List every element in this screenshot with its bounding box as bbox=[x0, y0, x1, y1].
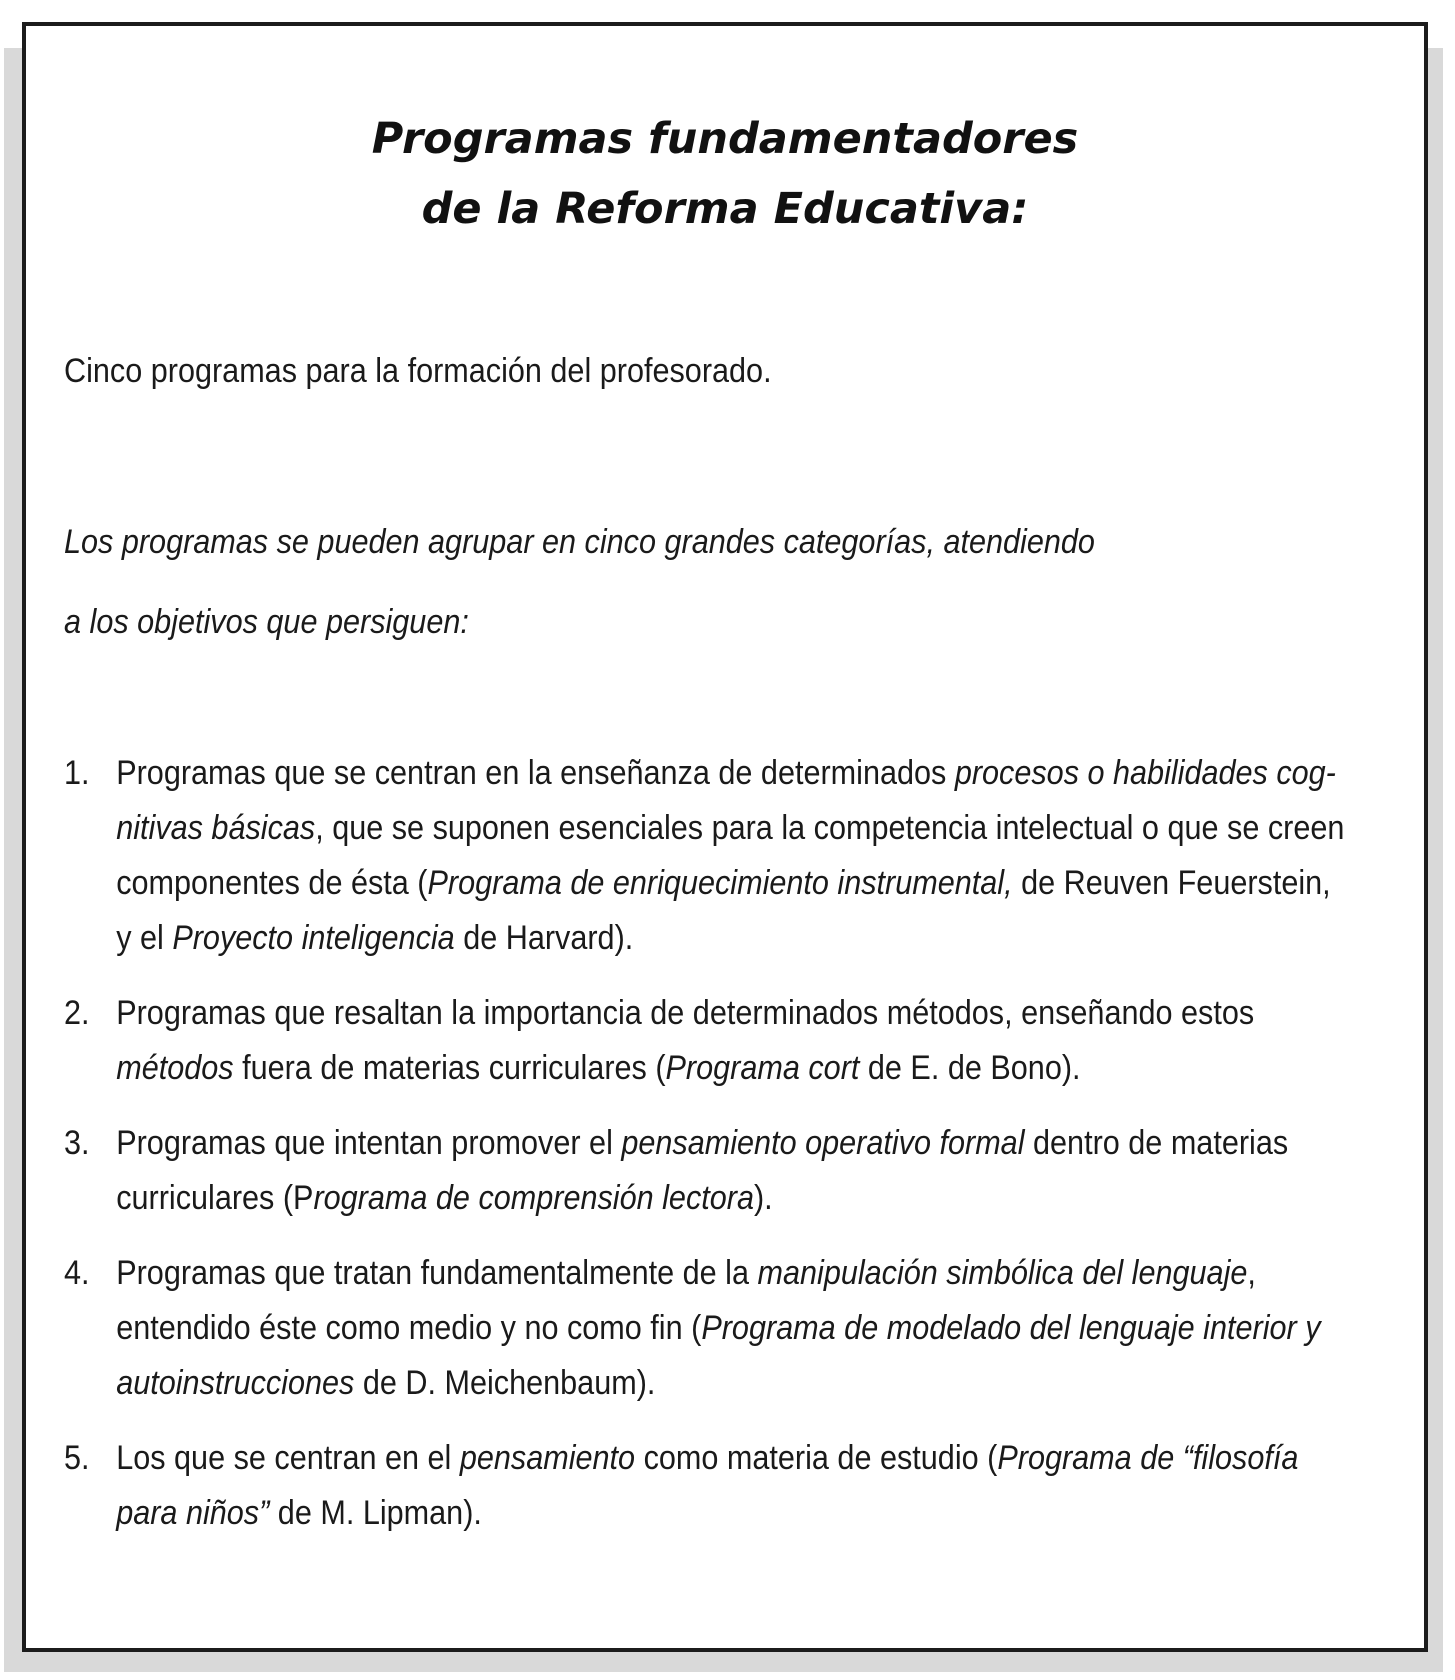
list-item bbox=[64, 1116, 1324, 1226]
italic-text: pensamiento operativo formal bbox=[621, 1124, 1025, 1162]
italic-text: autoinstrucciones bbox=[116, 1364, 355, 1402]
list-item-number: 3. bbox=[64, 1124, 90, 1162]
list-item-number: 4. bbox=[64, 1254, 90, 1292]
intro-line-2: a los objetivos que persiguen: bbox=[64, 603, 469, 641]
italic-text: Programa de “filosofía bbox=[997, 1439, 1299, 1477]
italic-text: pensamiento bbox=[459, 1439, 636, 1477]
italic-text: nitivas básicas bbox=[116, 809, 316, 847]
text-segment: fuera de materias curriculares ( bbox=[233, 1049, 666, 1087]
text-segment: Programas que se centran en la enseñanza de determinados bbox=[116, 754, 955, 792]
list-item-number: 2. bbox=[64, 994, 90, 1032]
text-segment: , bbox=[1247, 1254, 1256, 1292]
list-item-line bbox=[116, 801, 1345, 856]
intro-paragraph bbox=[64, 502, 1095, 662]
list-item-line bbox=[116, 1356, 1324, 1411]
text-segment: curriculares (P bbox=[116, 1179, 314, 1217]
list-item-line bbox=[116, 746, 1336, 801]
italic-text: para niños” bbox=[116, 1494, 270, 1532]
text-segment: de Harvard). bbox=[454, 919, 634, 957]
text-segment: Programas que tratan fundamentalmente de la bbox=[116, 1254, 758, 1292]
document-subtitle: Cinco programas para la formación del profesorado. bbox=[64, 352, 772, 390]
text-segment: de E. de Bono). bbox=[859, 1049, 1081, 1087]
title-line-2: de la Reforma Educativa: bbox=[421, 184, 1029, 234]
text-segment: Programas que resaltan la importancia de determinados métodos, enseñando estos bbox=[116, 994, 1255, 1032]
italic-text: Proyecto inteligencia bbox=[172, 919, 455, 957]
list-item-line bbox=[116, 1246, 1324, 1301]
list-item-line bbox=[116, 986, 1324, 1041]
text-segment: componentes de ésta ( bbox=[116, 864, 428, 902]
document-frame bbox=[22, 22, 1428, 1652]
text-segment: entendido éste como medio y no como fin ( bbox=[116, 1309, 702, 1347]
text-segment: de M. Lipman). bbox=[269, 1494, 482, 1532]
list-item-line bbox=[116, 1171, 1324, 1226]
italic-text: Programa de enriquecimiento instrumental, bbox=[427, 864, 1013, 902]
list-item-line bbox=[116, 1116, 1324, 1171]
italic-text: Programa de modelado del lenguaje interior y bbox=[701, 1309, 1321, 1347]
italic-text: métodos bbox=[116, 1049, 234, 1087]
text-segment: como materia de estudio ( bbox=[635, 1439, 998, 1477]
text-segment: Los que se centran en el bbox=[116, 1439, 460, 1477]
text-segment: de D. Meichenbaum). bbox=[354, 1364, 656, 1402]
italic-text: Programa cort bbox=[665, 1049, 860, 1087]
document-title bbox=[26, 104, 1424, 244]
text-segment: dentro de materias bbox=[1024, 1124, 1289, 1162]
list-item-line bbox=[116, 911, 1324, 966]
list-item-line bbox=[116, 1486, 1324, 1541]
list-item-line bbox=[116, 856, 1331, 911]
list-item-number: 5. bbox=[64, 1439, 90, 1477]
list-item bbox=[64, 746, 1345, 966]
text-segment: ). bbox=[753, 1179, 773, 1217]
program-list bbox=[64, 746, 1345, 1561]
italic-text: rograma de comprensión lectora bbox=[313, 1179, 754, 1217]
title-line-1: Programas fundamentadores bbox=[371, 114, 1079, 164]
list-item bbox=[64, 1246, 1324, 1411]
text-segment: Programas que intentan promover el bbox=[116, 1124, 622, 1162]
text-segment: y el bbox=[116, 919, 173, 957]
intro-line-1: Los programas se pueden agrupar en cinco grandes categorías, atendiendo bbox=[64, 523, 1095, 561]
list-item bbox=[64, 986, 1324, 1096]
text-segment: de Reuven Feuerstein, bbox=[1012, 864, 1331, 902]
list-item-line bbox=[116, 1041, 1324, 1096]
list-item bbox=[64, 1431, 1324, 1541]
list-item-line bbox=[116, 1301, 1324, 1356]
italic-text: manipulación simbólica del lenguaje bbox=[757, 1254, 1248, 1292]
text-segment: , que se suponen esenciales para la competencia intelectual o que se creen bbox=[315, 809, 1345, 847]
list-item-line bbox=[116, 1431, 1324, 1486]
italic-text: procesos o habilidades cog- bbox=[954, 754, 1336, 792]
list-item-number: 1. bbox=[64, 754, 90, 792]
